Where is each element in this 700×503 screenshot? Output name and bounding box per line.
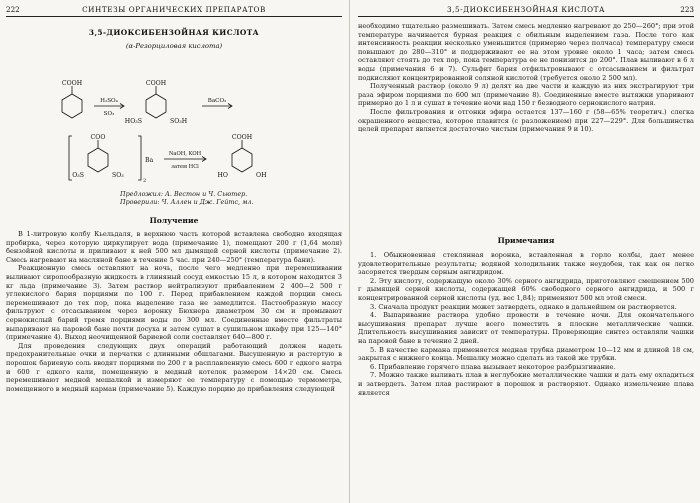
coo-label: COO: [90, 134, 106, 141]
note-item: 7. Можно также выливать плав в неглубокие металлические чашки и дать ему охладиться и затвердеть. Затем плав растирают в порошок и растворяют. Однако измельчение плава является: [358, 371, 694, 397]
paragraph: Для проведения следующих двух операций работающий должен надеть предохранительные очки и перчатки с длинными обшлагами. Высушенную и растертую в порошок бариевую соль вводят порциями по 200 г в расплавленную смесь 600 г едкого натра и 600 г едкого кали, помещенную в медный котелок размером 14×20 см. Смесь перемешивают медной мешалкой и измеряют ее температуру с помощью термометра, помещенного в медный карман (примечание 5). Каждую порцию до прибавления следующей: [6, 341, 342, 393]
note-item: 3. Сначала продукт реакции может затвердеть, однако в дальнейшем он растворяется.: [370, 302, 677, 311]
compound-title: 3,5-ДИОКСИБЕНЗОЙНАЯ КИСЛОТА: [88, 28, 260, 37]
so3-label: SO₃: [112, 172, 124, 179]
subscript-2: 2: [143, 178, 147, 184]
right-body-text: [358, 22, 694, 134]
reaction-scheme: [6, 80, 342, 186]
section-heading-notes: Примечания: [497, 236, 555, 245]
right-running-head: [358, 4, 694, 17]
paragraph: В 1-литровую колбу Кьельдаля, в верхнюю часть которой вставлена свободно входящая пробирка, через которую циркулирует вода (примечание 1), помещают 200 г (1,64 моля) бензойной кислоты и приливают к ней 500 мл дымящей серной кислоты (примечание 2). Смесь нагревают на масляной бане в течение 5 час. при 240—250° (температура бани).: [6, 230, 342, 264]
reagent-h2so4: H₂SO₄: [100, 98, 118, 104]
so3h-label: SO₃H: [170, 118, 188, 125]
bracket-right: [138, 136, 141, 180]
credits: [120, 190, 254, 207]
right-running-title: 3,5-ДИОКСИБЕНЗОЙНАЯ КИСЛОТА: [446, 5, 606, 14]
oh-label: OH: [256, 172, 267, 179]
reagent-so3: SO₃: [103, 111, 115, 117]
o3s-label: O₃S: [72, 172, 84, 179]
right-page: [358, 0, 694, 503]
left-page: [6, 0, 342, 503]
left-page-number: 222: [6, 5, 20, 14]
page-gutter: [349, 0, 350, 503]
paragraph: После фильтрования и отгонки эфира остается 137—160 г (58—65% теоретич.) слегка окрашенного вещества, которое плавится (с разложением) при 227—229°. Для большинства целей препарат является достаточно чистым (примечания 9 и 10).: [358, 107, 694, 134]
paragraph: Полученный раствор (около 9 л) делят на две части и каждую из них экстрагируют три раза эфиром порциями по 600 мл (примечание 8). Соединенные вместе вытяжки упаривают примерно до 1 л и сушат в течение ночи над 150 г безводного сернокислого натрия.: [358, 82, 694, 108]
reagent-naoh-koh: NaOH, KOH: [168, 151, 202, 157]
benzene-ring-4: [232, 148, 252, 172]
benzene-ring-2: [146, 94, 166, 118]
note-item: 2. Эту кислоту, содержащую около 30% серного ангидрида, приготовляют смешением 500 г дымящей серной кислоты, содержащей 60% свободного серного ангидрида, и 500 г концентрированной серной кислоты (уд. вес 1,84); применяют 500 мл этой смеси.: [358, 276, 694, 302]
credit-proposed: Предложил: А. Вестон и Ч. Сьютер.: [120, 190, 248, 198]
note-item: 4. Выпаривание раствора удобно провести в течение ночи. Для окончательного высушивания препарат лучше всего поместить в плоские металлические чашки. Длительность высушивания зависит от температуры. Проверяющие синтез оставляли чашки на паровой бане в течение 2 дней.: [358, 311, 694, 345]
benzene-ring-3: [88, 148, 108, 172]
cooh-label-1: COOH: [61, 80, 83, 87]
left-body-text: [6, 230, 342, 393]
benzene-ring-1: [62, 94, 82, 118]
ba-label: Ba: [145, 157, 154, 164]
left-running-head: [6, 4, 342, 17]
ho3s-label: HO₃S: [124, 118, 142, 125]
right-page-number: 223: [680, 5, 694, 14]
reagent-hcl: затем HCl: [171, 164, 199, 170]
note-item: 1. Обыкновенная стеклянная воронка, вставленная в горло колбы, дает менее удовлетворительные результаты; водяной холодильник также неудобен, так как он легко засоряется твердым серным ангидридом.: [358, 251, 694, 277]
ho-label: HO: [217, 172, 228, 179]
credit-checked: Проверили: Ч. Аллен и Дж. Гейтс, мл.: [120, 198, 254, 207]
section-heading-preparation: Получение: [149, 216, 199, 225]
cooh-label-2: COOH: [145, 80, 167, 87]
reagent-baco3: BaCO₃: [207, 98, 227, 104]
paragraph: Реакционную смесь оставляют на ночь, после чего медленно при перемешивании выливают сиропообразную жидкость в глиняный сосуд емкостью 15 л, в котором находится 3 кг льда (примечание 3). Затем раствор нейтрализуют прибавлением 2 400—2 500 г углекислого бария порциями по 100 г. Перед прибавлением каждой порции смесь перемешивают до тех пор, пока выделение газа не замедлится. Пастообразную массу фильтруют с отсасыванием через воронку Бюхнера диаметром 30 см и промывают сернокислый барий тремя порциями воды по 300 мл. Соединенные вместе фильтраты выпаривают на паровой бане почти досуха и затем сушат в сушильном шкафу при 125—140° (примечание 4). Выход неочищенной бариевой соли составляет 640—800 г.: [6, 264, 342, 342]
note-item: 6. Прибавление горячего плава вызывает некоторое разбрызгивание.: [370, 362, 616, 371]
note-item: 5. В качестве кармана применяется медная трубка диаметром 10—12 мм и длиной 18 см, закрытая с нижнего конца. Мешалку можно сделать из такой же трубки.: [358, 345, 694, 363]
cooh-label-3: COOH: [231, 134, 253, 141]
left-running-title: СИНТЕЗЫ ОРГАНИЧЕСКИХ ПРЕПАРАТОВ: [82, 5, 266, 14]
paragraph: необходимо тщательно размешивать. Затем смесь медленно нагревают до 250—260°; при этой температуре начинается бурная реакция с обильным выделением газа. После того как интенсивность реакции несколько уменьшится (примерно через полчаса) температуру смеси повышают до 280—310° и поддерживают ее на этом уровне около 1 часа; затем смесь оставляют стоять до тех пор, пока температура ее не понизится до 200°. Плав выливают в 6 л воды (примечания 6 и 7). Сульфит бария отфильтровывают с отсасыванием и фильтрат подкисляют концентрированной соляной кислотой (требуется около 2 500 мл).: [358, 22, 694, 82]
compound-synonym: (α-Резорциловая кислота): [125, 42, 223, 50]
notes-list: [358, 251, 694, 397]
